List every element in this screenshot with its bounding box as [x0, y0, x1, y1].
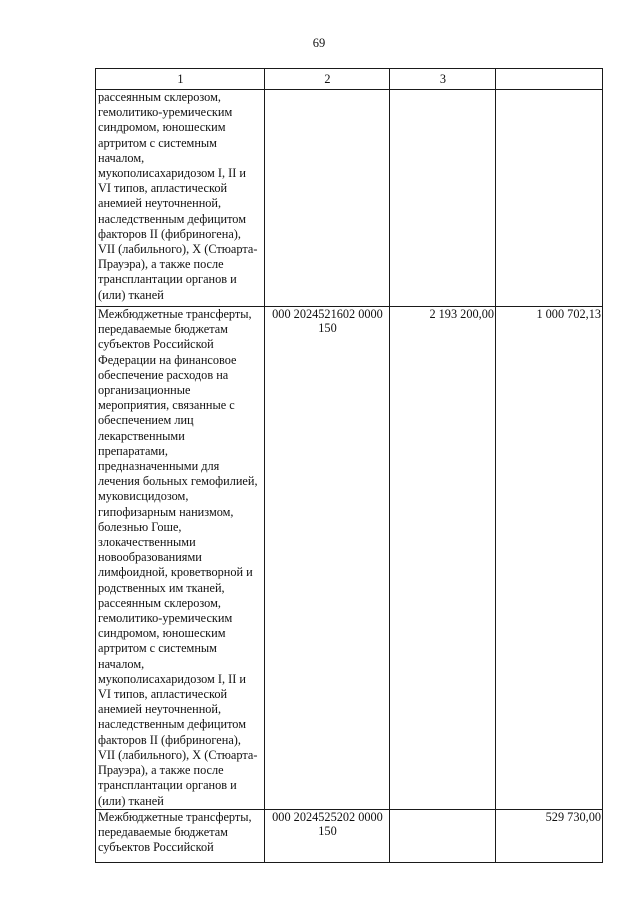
table-row — [96, 307, 603, 810]
budget-table — [95, 68, 603, 863]
row-description — [96, 90, 265, 307]
row-code-text: 000 2024521602 0000 150 — [272, 307, 383, 335]
row-value-3 — [390, 809, 496, 862]
header-col-1: 1 — [96, 69, 265, 90]
row-description — [96, 307, 265, 810]
row-value-4 — [496, 90, 603, 307]
header-col-4 — [496, 69, 603, 90]
header-col-2: 2 — [265, 69, 390, 90]
row-code — [265, 809, 390, 862]
page-number: 69 — [312, 36, 326, 50]
row-value-4: 529 730,00 — [496, 809, 603, 862]
table-row — [96, 90, 603, 307]
row-value-3: 2 193 200,00 — [390, 307, 496, 810]
row-value-4: 1 000 702,13 — [496, 307, 603, 810]
row-value-3 — [390, 90, 496, 307]
row-description-text: Межбюджетные трансферты, передаваемые бюджетам субъектов Российской — [98, 809, 252, 855]
table-header-row — [96, 69, 603, 90]
row-code-text: 000 2024525202 0000 150 — [272, 809, 383, 838]
table-row — [96, 809, 603, 862]
row-description-text: рассеянным склерозом, гемолитико-уремическим синдромом, юношеским артритом с системным началом, мукополисахаридозом I, II и VI типов, апластической анемией неуточненной, наследственным дефицитом факторов II (фибриногена), VII (лабильного), X (Стюарта- Прауэра), а также после трансплантации органов и (или) тканей — [98, 90, 258, 302]
row-code — [265, 307, 390, 810]
row-code — [265, 90, 390, 307]
header-col-3: 3 — [390, 69, 496, 90]
row-description-text: Межбюджетные трансферты, передаваемые бюджетам субъектов Российской Федерации на финансовое обеспечение расходов на организационные мероприятия, связанные с обеспечением лиц лекарственными препаратами, предназначенными для лечения больных гемофилией, муковисцидозом, гипофизарным нанизмом, болезнью Гоше, злокачественными новообразованиями лимфоидной, кроветворной и родственных им тканей, рассеянным склерозом, гемолитико-уремическим синдромом, юношеским артритом с системным началом, мукополисахаридозом I, II и VI типов, апластической анемией неуточненной, наследственным дефицитом факторов II (фибриногена), VII (лабильного), X (Стюарта- Прауэра), а также после трансплантации органов и (или) тканей — [98, 307, 258, 808]
row-description — [96, 809, 265, 862]
